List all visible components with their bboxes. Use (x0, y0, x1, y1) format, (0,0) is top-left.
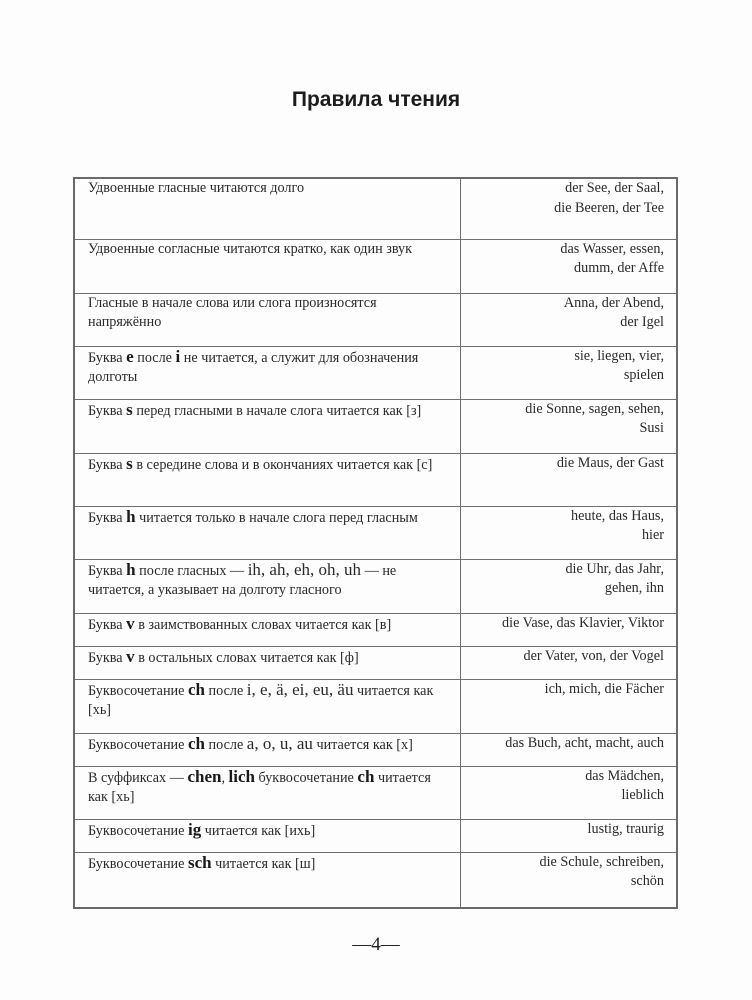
rule-cell (74, 178, 460, 239)
rule-text: читается как [хь] (88, 682, 434, 718)
rule-text: Буквосочетание (88, 822, 188, 839)
examples-cell (460, 239, 677, 293)
table-row (74, 178, 677, 239)
examples-cell (460, 613, 677, 646)
rule-cell (74, 506, 460, 559)
page-title: Правила чтения (291, 88, 461, 111)
table-row (74, 239, 677, 293)
example-line: lustig, traurig (587, 820, 664, 837)
rule-text: Буква (88, 562, 127, 579)
table-row (74, 559, 677, 613)
table-row (74, 852, 677, 908)
rule-text: a, o, u, au (246, 733, 313, 753)
examples-cell (460, 453, 677, 506)
rule-text: Буквосочетание (88, 682, 188, 699)
example-line: der Igel (620, 314, 664, 330)
page-number: —4— (352, 934, 400, 955)
rule-text: Буква (88, 349, 127, 366)
rule-text: в заимствованных словах читается как [в] (134, 616, 392, 633)
rule-cell (74, 239, 460, 293)
rule-cell (74, 733, 460, 766)
rule-text: Буква (88, 616, 127, 633)
table-row (74, 766, 677, 819)
rule-text: перед гласными в начале слога читается как [з] (132, 402, 422, 419)
highlighted-letters: v (126, 646, 135, 666)
highlighted-letters: chen (187, 766, 222, 786)
rule-cell (74, 346, 460, 399)
rule-text: Буква (88, 649, 127, 666)
rule-text: Удвоенные согласные читаются кратко, как один звук (88, 240, 413, 257)
example-line: schön (630, 873, 664, 889)
rule-text: Гласные в начале слова или слога произносятся напряжённо (88, 294, 377, 330)
rule-cell (74, 613, 460, 646)
highlighted-letters: ig (187, 819, 202, 839)
example-line: die Beeren, der Tee (554, 199, 664, 216)
highlighted-letters: h (126, 559, 136, 579)
rule-cell (74, 679, 460, 733)
highlighted-letters: e (126, 346, 134, 366)
example-line: gehen, ihn (604, 580, 664, 596)
highlighted-letters: ch (357, 766, 375, 786)
rule-text: не читается, а служит для обозначения долготы (88, 349, 419, 385)
examples-cell (460, 852, 677, 908)
rule-cell (74, 559, 460, 613)
table-row (74, 346, 677, 399)
table-row (74, 733, 677, 766)
rule-cell (74, 453, 460, 506)
examples-cell (460, 346, 677, 399)
rule-text: , (221, 769, 229, 786)
rule-text: читается только в начале слога перед гласным (135, 509, 418, 526)
rule-text: — не читается, а указывает на долготу гласного (88, 562, 397, 598)
rule-text: Буква (88, 456, 127, 473)
example-line: ich, mich, die Fächer (544, 680, 664, 697)
table-row (74, 819, 677, 852)
example-line: hier (641, 527, 664, 543)
example-line: der See, der Saal, (565, 180, 664, 196)
highlighted-letters: sch (187, 852, 212, 872)
examples-cell (460, 766, 677, 819)
rule-text: Буквосочетание (88, 736, 188, 753)
example-line: das Buch, acht, macht, auch (505, 734, 664, 751)
rule-cell (74, 646, 460, 679)
highlighted-letters: ch (187, 679, 205, 699)
example-line: der Vater, von, der Vogel (523, 647, 664, 664)
rule-text: Удвоенные гласные читаются долго (88, 180, 305, 196)
rule-text: читается как [ихь] (201, 822, 316, 839)
rule-text: после гласных — (135, 562, 248, 579)
example-line: die Schule, schreiben, (539, 853, 664, 870)
example-line: die Vase, das Klavier, Viktor (502, 614, 664, 631)
highlighted-letters: v (126, 613, 135, 633)
highlighted-letters: s (126, 453, 133, 473)
example-line: Susi (639, 420, 664, 436)
rule-cell (74, 766, 460, 819)
rule-cell (74, 852, 460, 908)
highlighted-letters: s (126, 399, 133, 419)
rule-text: ih, ah, eh, oh, uh (247, 559, 362, 579)
rule-text: после (204, 682, 247, 699)
rule-text: читается как [х] (312, 736, 413, 753)
example-line: die Maus, der Gast (556, 454, 664, 471)
highlighted-letters: lich (228, 766, 255, 786)
table-row (74, 453, 677, 506)
rule-text: Буквосочетание (88, 855, 188, 872)
rule-text: В суффиксах — (88, 769, 188, 786)
reading-rules-table (73, 177, 678, 909)
highlighted-letters: h (126, 506, 136, 526)
rule-text: в остальных словах читается как [ф] (134, 649, 359, 666)
examples-cell (460, 178, 677, 239)
highlighted-letters: i (175, 346, 181, 366)
example-line: das Wasser, essen, (560, 240, 664, 257)
examples-cell (460, 819, 677, 852)
table-row (74, 613, 677, 646)
rule-cell (74, 293, 460, 346)
rule-text: Буква (88, 509, 127, 526)
examples-cell (460, 679, 677, 733)
example-line: dumm, der Affe (574, 260, 664, 276)
rule-text: i, e, ä, ei, eu, äu (246, 679, 354, 699)
rule-text: в середине слова и в окончаниях читается как [с] (132, 456, 433, 473)
table-row (74, 399, 677, 453)
rule-cell (74, 399, 460, 453)
example-line: die Sonne, sagen, sehen, (525, 400, 664, 417)
highlighted-letters: ch (187, 733, 205, 753)
rule-text: читается как [хь] (88, 769, 431, 805)
table-row (74, 646, 677, 679)
table-row (74, 293, 677, 346)
example-line: heute, das Haus, (571, 507, 664, 524)
examples-cell (460, 506, 677, 559)
example-line: die Uhr, das Jahr, (565, 560, 664, 577)
examples-cell (460, 399, 677, 453)
example-line: lieblich (621, 787, 664, 803)
examples-cell (460, 733, 677, 766)
rule-cell (74, 819, 460, 852)
example-line: spielen (623, 367, 664, 383)
example-line: das Mädchen, (585, 767, 664, 784)
examples-cell (460, 293, 677, 346)
example-line: sie, liegen, vier, (574, 347, 664, 364)
rule-text: после (133, 349, 176, 366)
rule-text: Буква (88, 402, 127, 419)
rule-text: после (204, 736, 247, 753)
rule-text: буквосочетание (254, 769, 358, 786)
examples-cell (460, 646, 677, 679)
example-line: Anna, der Abend, (563, 294, 664, 311)
rule-text: читается как [ш] (211, 855, 316, 872)
table-row (74, 506, 677, 559)
examples-cell (460, 559, 677, 613)
table-row (74, 679, 677, 733)
